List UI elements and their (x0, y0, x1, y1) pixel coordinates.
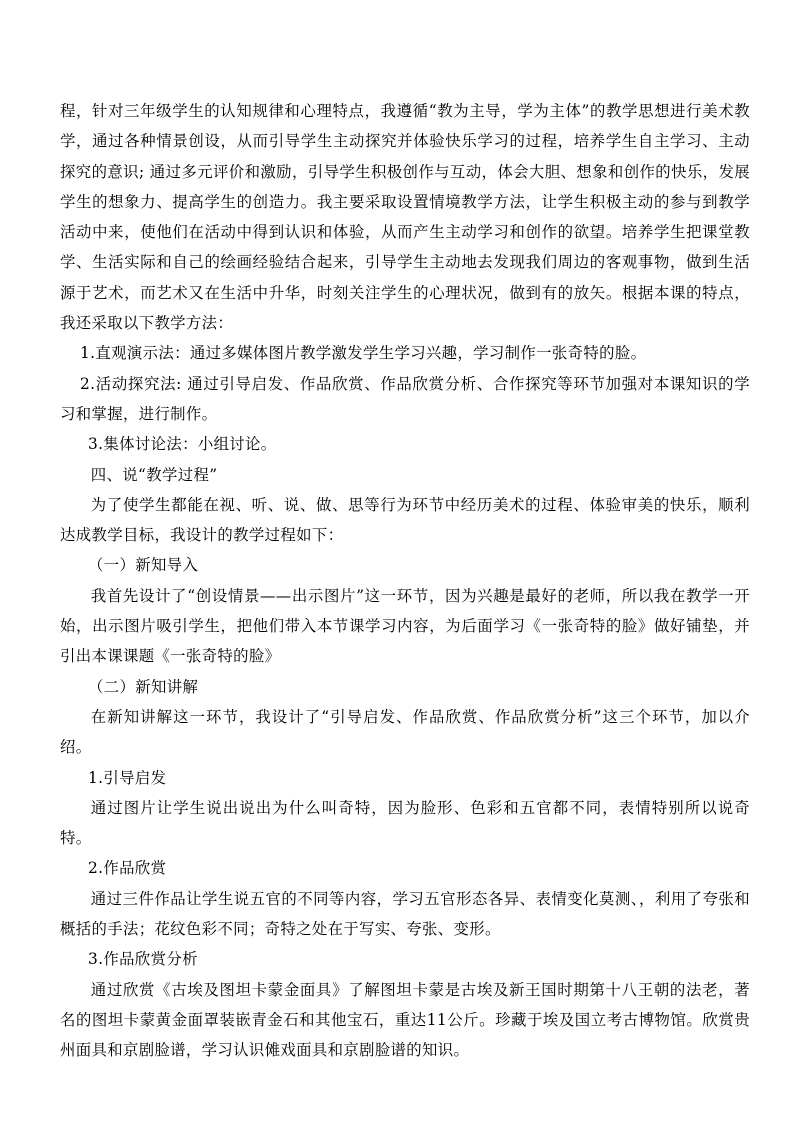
subheading-new-knowledge-explanation: （二）新知讲解 (88, 677, 199, 696)
subheading-new-knowledge-intro: （一）新知导入 (88, 556, 199, 575)
subheading-artwork-appreciation: 2.作品欣赏 (88, 859, 167, 878)
subheading-artwork-analysis: 3.作品欣赏分析 (88, 950, 198, 969)
paragraph-new-knowledge-intro: 我首先设计了“创设情景——出示图片”这一环节，因为兴趣是最好的老师，所以我在教学一开始，出示图片吸引学生，把他们带入本节课学习内容，为后面学习《一张奇特的脸》做好铺垫，并引出本课课题《一张奇特的脸》 (60, 586, 750, 666)
paragraph-guidance: 通过图片让学生说出说出为什么叫奇特，因为脸形、色彩和五官都不同，表情特别所以说奇特。 (60, 798, 750, 848)
method-item-demonstration: 1.直观演示法：通过多媒体图片教学激发学生学习兴趣，学习制作一张奇特的脸。 (80, 344, 647, 363)
paragraph-process-intro: 为了使学生都能在视、听、说、做、思等行为环节中经历美术的过程、体验审美的快乐，顺利达成教学目标，我设计的教学过程如下： (60, 495, 750, 545)
paragraph-artwork-analysis: 通过欣赏《古埃及图坦卡蒙金面具》了解图坦卡蒙是古埃及新王国时期第十八王朝的法老，著名的图坦卡蒙黄金面罩装嵌青金石和其他宝石，重达11公斤。珍藏于埃及国立考古博物馆。欣赏贵州面具和京剧脸谱，学习认识傩戏面具和京剧脸谱的知识。 (60, 980, 750, 1060)
paragraph-artwork-appreciation: 通过三件作品让学生说五官的不同等内容，学习五官形态各异、表情变化莫测、，利用了夸张和概括的手法；花纹色彩不同；奇特之处在于写实、夸张、变形。 (60, 889, 750, 939)
paragraph-teaching-philosophy: 程，针对三年级学生的认知规律和心理特点，我遵循“教为主导，学为主体”的教学思想进行美术教学，通过各种情景创设，从而引导学生主动探究并体验快乐学习的过程，培养学生自主学习、主动探究的意识; 通过多元评价和激励，引导学生积极创作与互动，体会大胆、想象和创作的快乐，发展学生的想象力、提高学生的创造力。我主要采取设置情境教学方法，让学生积极主动的参与到教学活动中来，使他们在活动中得到认识和体验，从而产生主动学习和创作的欲望。培养学生把课堂教学、生活实际和自己的绘画经验结合起来，引导学生主动地去发现我们周边的客观事物，做到生活源于艺术，而艺术又在生活中升华，时刻关注学生的心理状况，做到有的放矢。根据本课的特点，我还采取以下教学方法： (60, 102, 750, 333)
method-item-activity-exploration: 2.活动探究法: 通过引导启发、作品欣赏、作品欣赏分析、合作探究等环节加强对本课知识的学习和掌握，进行制作。 (60, 374, 750, 423)
subheading-guidance: 1.引导启发 (88, 768, 167, 787)
document-page (60, 96, 750, 1066)
method-item-group-discussion: 3.集体讨论法：小组讨论。 (88, 435, 277, 454)
paragraph-new-knowledge-explanation: 在新知讲解这一环节，我设计了“引导启发、作品欣赏、作品欣赏分析”这三个环节，加以介绍。 (60, 707, 750, 757)
section-heading-teaching-process: 四、说“教学过程” (90, 465, 218, 484)
